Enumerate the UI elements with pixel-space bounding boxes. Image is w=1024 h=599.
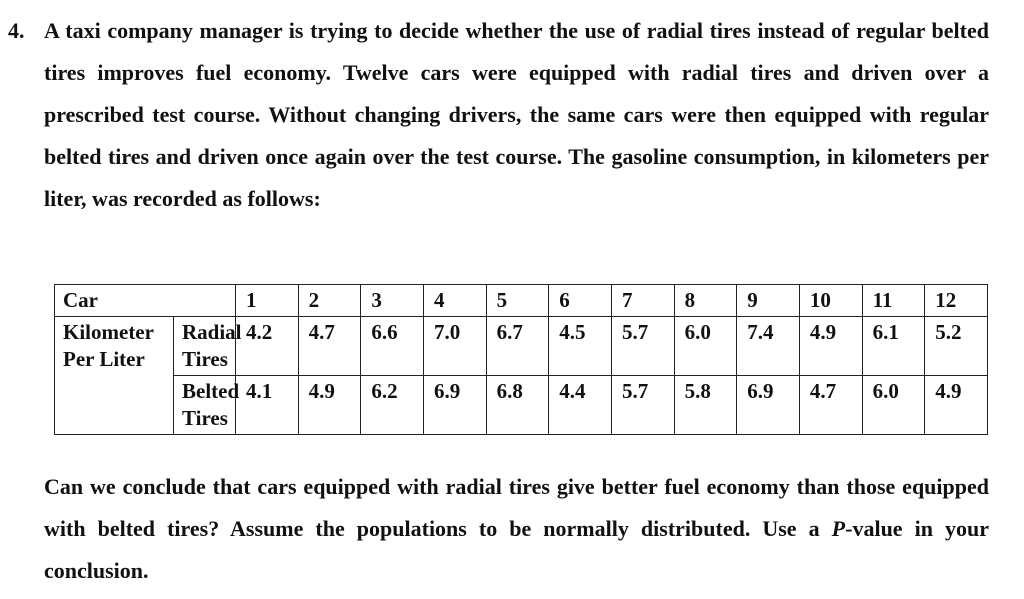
car-number-cell bbox=[486, 285, 549, 317]
belted-value-cell bbox=[298, 376, 361, 435]
question-part-1: Can we conclude that cars equipped with radial tires give better fuel economy than those equipped with belted tires? Assume the populations to be normally distributed. Use a bbox=[44, 474, 989, 541]
radial-value: 5.2 bbox=[935, 320, 962, 344]
group-label-line1: Kilometer bbox=[63, 320, 154, 344]
radial-value: 6.0 bbox=[684, 320, 711, 344]
car-number-cell bbox=[298, 285, 361, 317]
belted-value-cell bbox=[799, 376, 862, 435]
belted-value: 6.0 bbox=[872, 379, 899, 403]
belted-value: 4.7 bbox=[809, 379, 837, 403]
radial-value-cell bbox=[486, 317, 549, 376]
belted-value-cell bbox=[549, 376, 612, 435]
belted-value-cell bbox=[674, 376, 737, 435]
problem-intro: A taxi company manager is trying to decide whether the use of radial tires instead of regular belted tires improves fuel economy. Twelve cars were equipped with radial tires and driven over a prescribed test course. Without changing drivers, the same cars were then equipped with regular belted tires and driven once again over the test course. The gasoline consumption, in kilometers per liter, was recorded as follows: bbox=[44, 18, 989, 211]
radial-value: 6.7 bbox=[496, 320, 523, 344]
p-value-symbol: P bbox=[831, 516, 846, 541]
belted-value-cell bbox=[737, 376, 800, 435]
radial-value: 4.7 bbox=[308, 320, 335, 344]
radial-tires-label-cell bbox=[174, 317, 242, 376]
car-number: 1 bbox=[246, 288, 257, 312]
car-number-cell bbox=[361, 285, 424, 317]
row-label-line2: Tires bbox=[182, 406, 228, 430]
radial-value: 5.7 bbox=[621, 320, 649, 344]
belted-value-cell bbox=[423, 376, 486, 435]
belted-value-cell bbox=[925, 376, 988, 435]
radial-tires-row bbox=[55, 317, 988, 376]
question-part-2: -value in your conclusion. bbox=[44, 516, 989, 583]
kilometer-per-liter-label-cell bbox=[55, 317, 174, 435]
car-number-cell bbox=[236, 285, 299, 317]
belted-value: 5.7 bbox=[621, 379, 649, 403]
radial-value-cell bbox=[799, 317, 862, 376]
car-number: 6 bbox=[559, 288, 570, 312]
belted-value: 6.9 bbox=[747, 379, 774, 403]
radial-value-cell bbox=[361, 317, 424, 376]
belted-value: 5.8 bbox=[684, 379, 711, 403]
radial-value-cell bbox=[737, 317, 800, 376]
belted-value-cell bbox=[862, 376, 925, 435]
car-number: 2 bbox=[308, 288, 320, 312]
belted-value: 4.9 bbox=[935, 379, 962, 403]
table-body bbox=[55, 285, 988, 435]
car-number: 9 bbox=[747, 288, 758, 312]
radial-value-cell bbox=[611, 317, 674, 376]
car-row bbox=[55, 285, 988, 317]
car-number-cell bbox=[799, 285, 862, 317]
car-number: 7 bbox=[621, 288, 633, 312]
car-number-cell bbox=[674, 285, 737, 317]
belted-value: 4.9 bbox=[308, 379, 335, 403]
radial-value: 6.1 bbox=[872, 320, 899, 344]
radial-value-cell bbox=[674, 317, 737, 376]
car-number-cell bbox=[737, 285, 800, 317]
radial-value: 4.9 bbox=[809, 320, 837, 344]
problem-question bbox=[44, 466, 989, 592]
radial-value-cell bbox=[925, 317, 988, 376]
belted-value-cell bbox=[486, 376, 549, 435]
belted-value: 6.9 bbox=[433, 379, 461, 403]
belted-value: 6.2 bbox=[371, 379, 398, 403]
radial-value: 7.0 bbox=[433, 320, 461, 344]
radial-value: 6.6 bbox=[371, 320, 398, 344]
belted-value: 4.1 bbox=[246, 379, 273, 403]
belted-tires-label-cell bbox=[174, 376, 240, 435]
fuel-economy-table bbox=[54, 284, 988, 435]
row-label-line2: Tires bbox=[182, 347, 228, 371]
belted-value-cell bbox=[361, 376, 424, 435]
belted-value-cell bbox=[611, 376, 674, 435]
radial-value-cell bbox=[236, 317, 299, 376]
belted-value: 4.4 bbox=[559, 379, 586, 403]
radial-value-cell bbox=[298, 317, 361, 376]
car-number: 5 bbox=[496, 288, 508, 312]
car-number: 10 bbox=[809, 288, 831, 312]
car-label: Car bbox=[63, 288, 98, 312]
radial-value: 7.4 bbox=[747, 320, 774, 344]
radial-value: 4.5 bbox=[559, 320, 586, 344]
radial-value-cell bbox=[423, 317, 486, 376]
car-number: 8 bbox=[684, 288, 696, 312]
radial-value-cell bbox=[549, 317, 612, 376]
car-number: 12 bbox=[935, 288, 957, 312]
problem-number: 4. bbox=[8, 18, 25, 43]
belted-tires-row bbox=[55, 376, 988, 435]
radial-value: 4.2 bbox=[246, 320, 273, 344]
car-number-cell bbox=[611, 285, 674, 317]
belted-value-cell bbox=[236, 376, 299, 435]
car-number: 3 bbox=[371, 288, 382, 312]
car-number-cell bbox=[862, 285, 925, 317]
row-label-line1: Radial bbox=[182, 320, 242, 344]
radial-value-cell bbox=[862, 317, 925, 376]
car-number-cell bbox=[925, 285, 988, 317]
car-number-cell bbox=[549, 285, 612, 317]
car-number-cell bbox=[423, 285, 486, 317]
belted-value: 6.8 bbox=[496, 379, 523, 403]
row-label-line1: Belted bbox=[182, 379, 240, 403]
car-number: 11 bbox=[872, 288, 893, 312]
car-number: 4 bbox=[433, 288, 445, 312]
group-label-line2: Per Liter bbox=[63, 347, 145, 371]
car-header-cell bbox=[55, 285, 236, 317]
